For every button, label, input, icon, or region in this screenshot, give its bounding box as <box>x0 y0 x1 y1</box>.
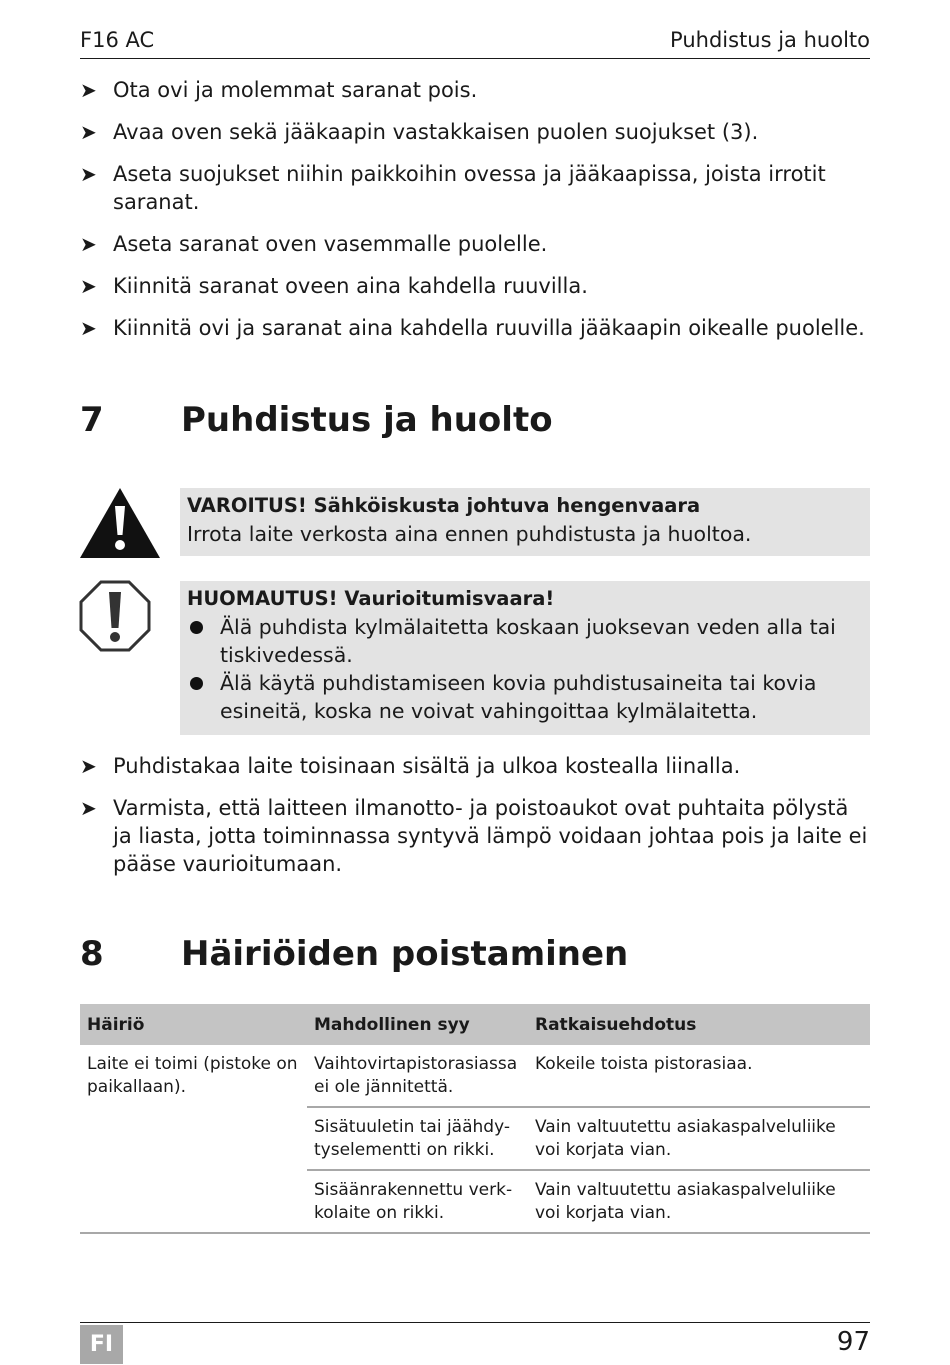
column-header-cause: Mahdollinen syy <box>307 1004 528 1045</box>
section-title: Häiriöiden poistaminen <box>181 934 629 974</box>
notice-title: HUOMAUTUS! Vaurioitumisvaara! <box>187 587 555 610</box>
cause-cell: Sisätuuletin tai jäähdy-tyselementti on rikki. <box>307 1107 528 1170</box>
solution-cell: Vain valtuutettu asiakaspalveluliike voi korjata vian. <box>528 1107 870 1170</box>
step-text: Aseta suojukset niihin paikkoihin ovessa ja jääkaapissa, joista irrotit saranat. <box>113 162 826 214</box>
arrow-icon: ➤ <box>80 316 97 340</box>
arrow-icon: ➤ <box>80 162 97 186</box>
notice-box <box>180 581 870 735</box>
arrow-icon: ➤ <box>80 796 97 820</box>
step-item <box>80 118 870 146</box>
section-title: Puhdistus ja huolto <box>181 400 553 440</box>
bullet-dot-icon <box>190 677 203 690</box>
bullet-dot-icon <box>190 621 203 634</box>
step-text: Ota ovi ja molemmat saranat pois. <box>113 78 478 102</box>
fault-cell: Laite ei toimi (pistoke on paikallaan). <box>80 1045 307 1233</box>
step-item <box>80 314 870 342</box>
troubleshooting-table <box>80 1004 870 1234</box>
language-tab: FI <box>80 1325 123 1364</box>
section-number: 7 <box>80 400 104 440</box>
solution-cell: Vain valtuutettu asiakaspalveluliike voi korjata vian. <box>528 1170 870 1233</box>
cause-cell: Vaihtovirtapistorasiassa ei ole jännitettä. <box>307 1045 528 1107</box>
notice-item <box>187 669 862 725</box>
table-header-row <box>80 1004 870 1045</box>
solution-cell: Kokeile toista pistorasiaa. <box>528 1045 870 1107</box>
step-text: Varmista, että laitteen ilmanotto- ja poistoaukot ovat puhtaita pölystä ja liasta, jotta toiminnassa syntyvä lämpö voidaan johtaa pois ja laite ei pääse vaurioitumaan. <box>113 796 868 876</box>
step-item <box>80 160 870 216</box>
notice-item <box>187 613 862 669</box>
section-number: 8 <box>80 934 104 974</box>
cause-cell: Sisäänrakennettu verk-kolaite on rikki. <box>307 1170 528 1233</box>
column-header-solution: Ratkaisuehdotus <box>528 1004 870 1045</box>
step-text: Kiinnitä saranat oveen aina kahdella ruuvilla. <box>113 274 588 298</box>
warning-title: VAROITUS! Sähköiskusta johtuva hengenvaara <box>187 494 701 517</box>
step-item <box>80 76 870 104</box>
step-text: Kiinnitä ovi ja saranat aina kahdella ruuvilla jääkaapin oikealle puolelle. <box>113 316 865 340</box>
page-number: 97 <box>836 1327 870 1357</box>
page-header <box>80 26 870 59</box>
page-footer <box>80 1322 870 1365</box>
column-header-fault: Häiriö <box>80 1004 307 1045</box>
header-product-name: F16 AC <box>80 28 155 52</box>
step-item <box>80 794 870 878</box>
notice-list <box>187 613 862 725</box>
notice-item-text: Älä puhdista kylmälaitetta koskaan juoksevan veden alla tai tiskivedessä. <box>220 615 836 667</box>
arrow-icon: ➤ <box>80 232 97 256</box>
warning-box <box>180 488 870 556</box>
steps-list-top <box>80 76 870 356</box>
notice-octagon-icon <box>79 580 151 652</box>
warning-text: Irrota laite verkosta aina ennen puhdistusta ja huoltoa. <box>187 522 752 546</box>
notice-item-text: Älä käytä puhdistamiseen kovia puhdistusaineita tai kovia esineitä, koska ne voivat vahingoittaa kylmälaitetta. <box>220 671 817 723</box>
steps-list-bottom <box>80 752 870 892</box>
arrow-icon: ➤ <box>80 274 97 298</box>
warning-triangle-icon <box>79 487 161 559</box>
arrow-icon: ➤ <box>80 754 97 778</box>
step-item <box>80 752 870 780</box>
arrow-icon: ➤ <box>80 120 97 144</box>
step-text: Aseta saranat oven vasemmalle puolelle. <box>113 232 548 256</box>
step-text: Puhdistakaa laite toisinaan sisältä ja ulkoa kostealla liinalla. <box>113 754 741 778</box>
header-chapter-title: Puhdistus ja huolto <box>670 28 870 52</box>
step-item <box>80 230 870 258</box>
step-text: Avaa oven sekä jääkaapin vastakkaisen puolen suojukset (3). <box>113 120 759 144</box>
arrow-icon: ➤ <box>80 78 97 102</box>
step-item <box>80 272 870 300</box>
table-row <box>80 1045 870 1107</box>
